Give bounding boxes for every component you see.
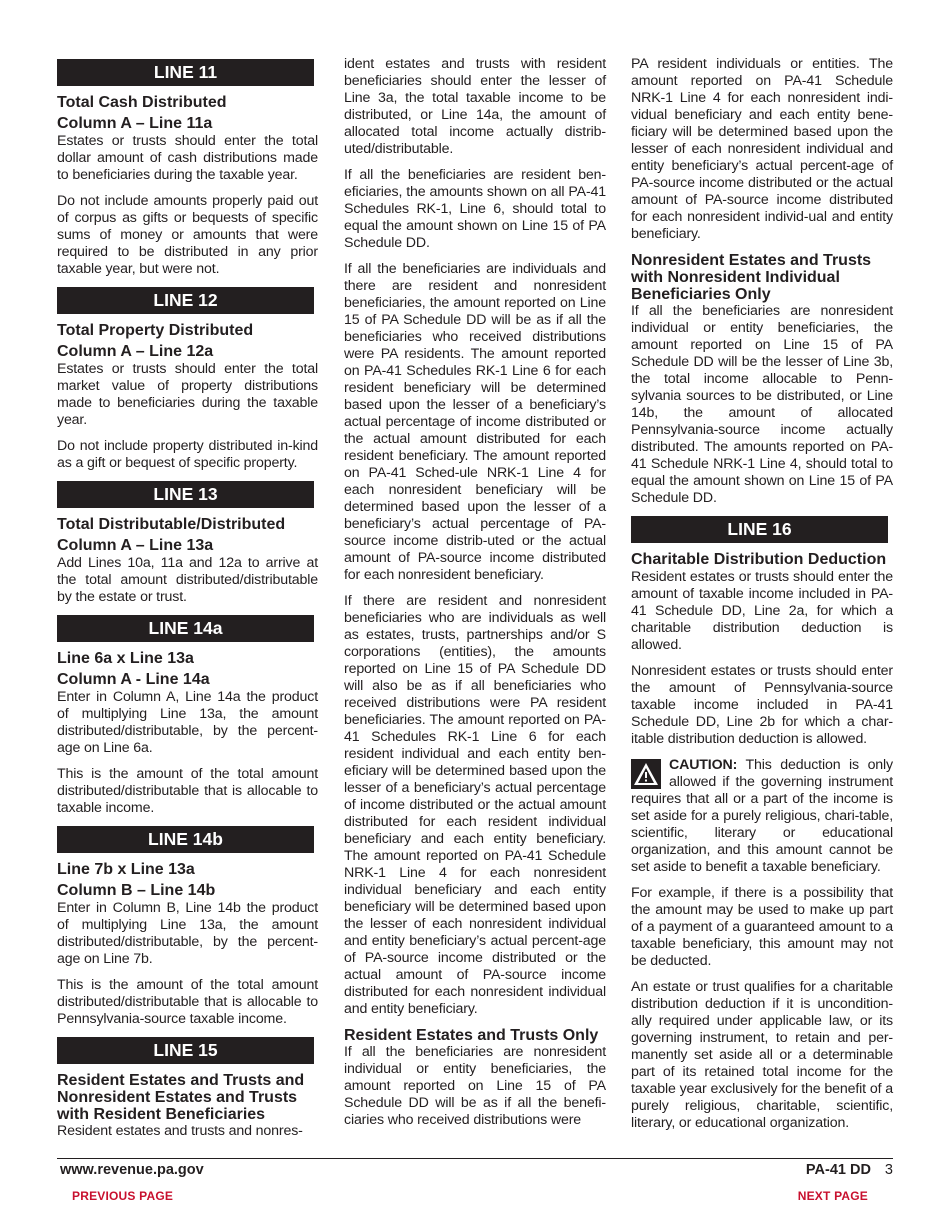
caution-label: CAUTION: — [669, 757, 738, 773]
paragraph: ident estates and trusts with resident beneficiaries should enter the lesser of Line 3a, the total taxable income to be distributed, or Line 14a, the amount of allocated total income actually distrib-uted/distributable. — [344, 56, 606, 157]
section-bar-line-15: LINE 15 — [57, 1037, 314, 1064]
heading-total-cash: Total Cash Distributed — [57, 94, 227, 111]
subheading-line-11a: Column A – Line 11a — [57, 115, 213, 132]
paragraph: Enter in Column B, Line 14b the product of multiplying Line 13a, the amount distributed/distributable, by the percent-age on Line 7b. — [57, 900, 318, 967]
column-middle — [344, 56, 606, 1138]
paragraph: Resident estates and trusts and nonres- — [57, 1123, 303, 1139]
section-bar-line-12: LINE 12 — [57, 287, 314, 314]
column-right — [631, 56, 893, 1141]
paragraph: PA resident individuals or entities. The amount reported on PA-41 Schedule NRK-1 Line 4 for each nonresident indi-vidual beneficiary and each entity bene-ficiary will be determined based upon the lesser of each nonresident individual and entity beneficiary’s actual percent-age of PA-source income distributed or the actual amount of PA-source income distributed for each nonresident individ-ual and entity beneficiary. — [631, 56, 893, 242]
heading-resident-and-nonresident: Resident Estates and Trusts and Nonresident Estates and Trusts with Resident Beneficiaries — [57, 1072, 305, 1123]
paragraph: Nonresident estates or trusts should enter the amount of Pennsylvania-source taxable income included in PA-41 Schedule DD, Line 2b for which a char-itable distribution deduction is allowed. — [631, 663, 893, 747]
heading-line-6a-x-13a: Line 6a x Line 13a — [57, 650, 194, 667]
heading-resident-only: Resident Estates and Trusts Only — [344, 1027, 599, 1044]
heading-total-property: Total Property Distributed — [57, 322, 254, 339]
paragraph: Estates or trusts should enter the total dollar amount of cash distributions made to beneficiaries during the taxable year. — [57, 133, 318, 183]
paragraph: This is the amount of the total amount distributed/distributable that is allocable to taxable income. — [57, 766, 318, 816]
heading-nonresident-individual: Nonresident Estates and Trusts with Nonresident Individual Beneficiaries Only — [631, 252, 872, 303]
heading-total-distributable: Total Distributable/Distributed — [57, 516, 286, 533]
heading-line-7b-x-13a: Line 7b x Line 13a — [57, 861, 195, 878]
paragraph: This is the amount of the total amount distributed/distributable that is allocable to Pennsylvania-source taxable income. — [57, 977, 318, 1027]
heading-charitable-deduction: Charitable Distribution Deduction — [631, 551, 887, 568]
caution-paragraph — [631, 757, 893, 876]
paragraph: Do not include amounts properly paid out of corpus as gifts or bequests of specific sums of money or amounts that were required to be distributed in any prior taxable year, but were not. — [57, 193, 318, 277]
paragraph: Add Lines 10a, 11a and 12a to arrive at the total amount distributed/distributable by the estate or trust. — [57, 555, 318, 605]
paragraph: Do not include property distributed in-kind as a gift or bequest of specific property. — [57, 438, 318, 471]
subheading-line-14a: Column A - Line 14a — [57, 671, 210, 688]
subheading-line-12a: Column A – Line 12a — [57, 343, 214, 360]
paragraph: Resident estates or trusts should enter the amount of taxable income included in PA-41 Schedule DD, Line 2a, for which a charitable distribution deduction is allowed. — [631, 569, 893, 653]
paragraph: If all the beneficiaries are individuals and there are resident and nonresident beneficiaries, the amount reported on Line 15 of PA Schedule DD will be as if all the beneficiaries who received distributions were PA residents. The amount reported on PA-41 Schedules RK-1 Line 6 for each resident beneficiary will be determined based upon the lesser of a beneficiary’s actual percentage of income distributed or the actual amount distributed for each resident beneficiary. The amount reported on PA-41 Sched-ule NRK-1 Line 4 for each nonresident beneficiary will be determined based upon the lesser of a beneficiary’s actual percentage of PA-source income distrib-uted or the actual amount of PA-source income distributed for each nonresident beneficiary. — [344, 261, 606, 583]
website-url: www.revenue.pa.gov — [60, 1162, 204, 1178]
subheading-line-14b: Column B – Line 14b — [57, 882, 216, 899]
section-bar-line-11: LINE 11 — [57, 59, 314, 86]
previous-page-link[interactable]: PREVIOUS PAGE — [72, 1189, 174, 1203]
warning-triangle-icon — [631, 759, 661, 789]
paragraph: Enter in Column A, Line 14a the product of multiplying Line 13a, the amount distributed/distributable, by the percent-age on Line 6a. — [57, 689, 318, 756]
column-left — [57, 56, 318, 1149]
subheading-line-13a: Column A – Line 13a — [57, 537, 214, 554]
footer-divider — [57, 1158, 893, 1159]
paragraph: If all the beneficiaries are nonresident individual or entity beneficiaries, the amount reported on Line 15 of PA Schedule DD will be as if all the benefi-ciaries who received distributions were — [344, 1044, 606, 1128]
paragraph: An estate or trust qualifies for a charitable distribution deduction if it is uncondition-ally required under applicable law, or its governing instrument, to retain and per-manently set aside all or a determinable part of its retained total income for the taxable year exclusively for the benefit of a purely religious, charitable, scientific, literary, or educational organization. — [631, 979, 893, 1131]
page-number: 3 — [884, 1162, 893, 1178]
paragraph: If all the beneficiaries are nonresident individual or entity beneficiaries, the amount reported on Line 15 of PA Schedule DD will be the lesser of Line 3b, the total income allocable to Penn-sylvania sources to be distributed, or Line 14b, the amount of allocated Pennsylvania-source income actually distributed. The amounts reported on PA-41 Schedule NRK-1 Line 4, should total to equal the amount shown on Line 15 of PA Schedule DD. — [631, 303, 893, 506]
section-bar-line-14a: LINE 14a — [57, 615, 314, 642]
section-bar-line-16: LINE 16 — [631, 516, 888, 543]
paragraph: If all the beneficiaries are resident ben-eficiaries, the amounts shown on all PA-41 Schedules RK-1, Line 6, should total to equal the amount shown on Line 15 of PA Schedule DD. — [344, 167, 606, 251]
paragraph: Estates or trusts should enter the total market value of property distributions made to beneficiaries during the taxable year. — [57, 361, 318, 428]
form-page-label — [806, 1162, 893, 1178]
next-page-link[interactable]: NEXT PAGE — [797, 1189, 868, 1203]
paragraph: For example, if there is a possibility that the amount may be used to make up part of a payment of a guaranteed amount to a taxable beneficiary, this amount may not be deducted. — [631, 885, 893, 969]
form-number: PA-41 DD — [805, 1162, 871, 1178]
caution-text: This deduction is only allowed if the governing instrument requires that all or a part of the income is set aside for a purely religious, chari-table, scientific, literary or educational organization, and this amount cannot be set aside to benefit a taxable beneficiary. — [631, 757, 893, 875]
section-bar-line-13: LINE 13 — [57, 481, 314, 508]
paragraph: If there are resident and nonresident beneficiaries who are individuals as well as estates, trusts, partnerships and/or S corporations (entities), the amounts reported on Line 15 of PA Schedule DD will also be as if all beneficiaries who received distributions were PA resident beneficiaries. The amount reported on PA-41 Schedules RK-1 Line 6 for each resident individual and each entity ben-eficiary will be determined based upon the lesser of a beneficiary’s actual percentage of income distributed or the actual amount distributed for each resident individual beneficiary and each entity beneficiary. The amount reported on PA-41 Schedule NRK-1 Line 4 for each nonresident individual beneficiary and each entity beneficiary will be determined based upon the lesser of each nonresident individual and entity beneficiary’s actual percent-age of PA-source income distributed or the actual amount of PA-source income distributed for each nonresident individual and entity beneficiary. — [344, 593, 606, 1017]
section-bar-line-14b: LINE 14b — [57, 826, 314, 853]
